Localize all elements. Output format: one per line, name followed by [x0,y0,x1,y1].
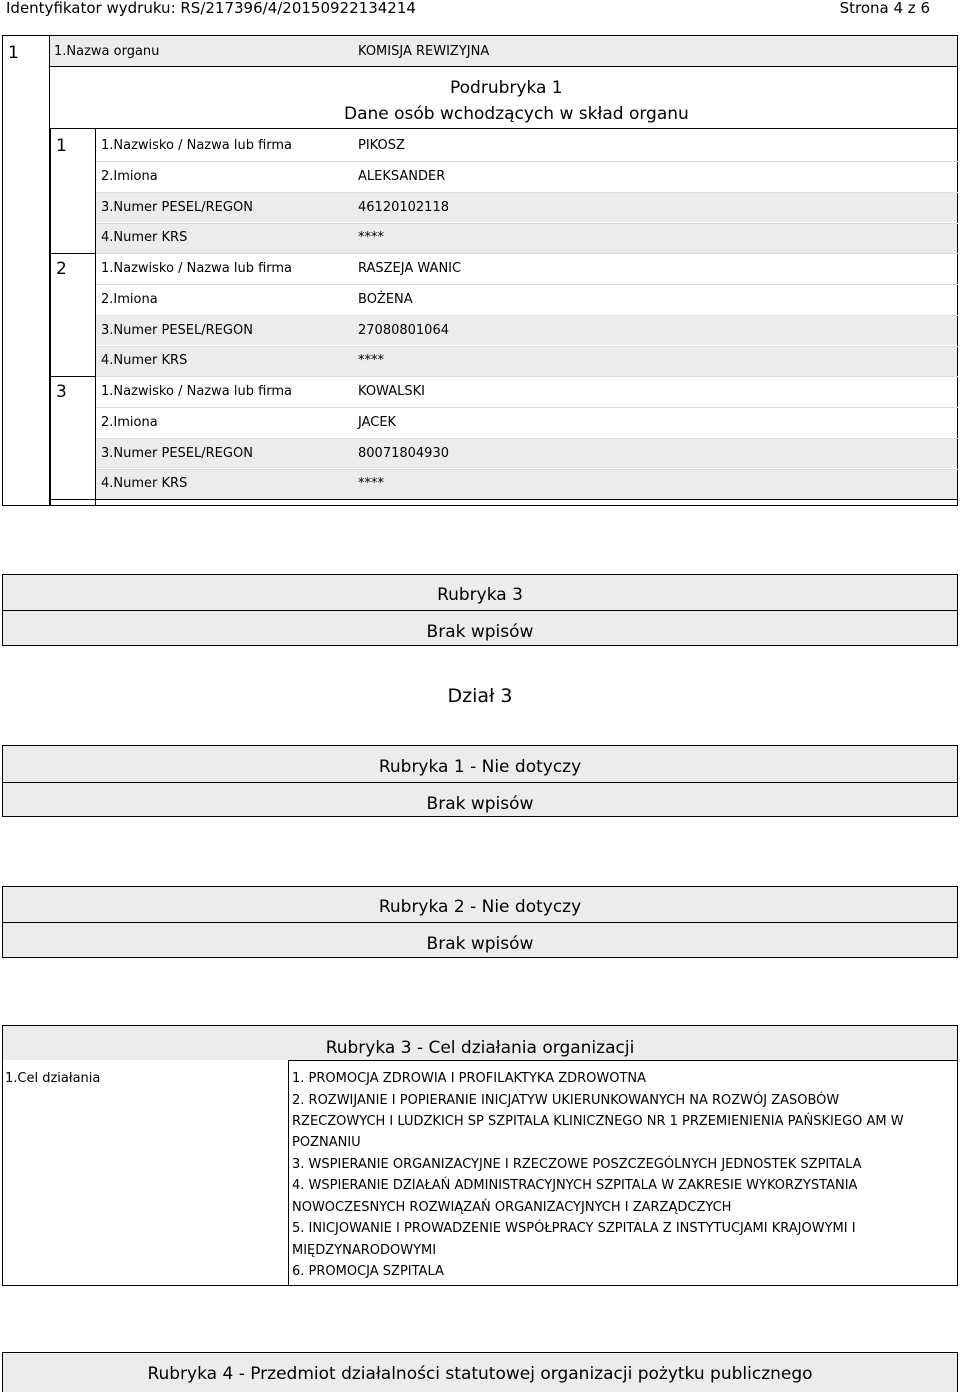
rubryka-4-title: Rubryka 4 - Przedmiot działalności statutowej organizacji pożytku publicznego [147,1364,813,1384]
dzial-3-title: Dział 3 [447,685,513,707]
person-number: 1 [56,136,67,156]
cel-line: NOWOCZESNYCH ROZWIĄZAŃ ORGANIZACYJNYCH I ZARZĄDCZYCH [292,1200,732,1215]
person-number: 3 [56,382,67,402]
pesel-value: 46120102118 [358,200,449,215]
pesel-value: 27080801064 [358,323,449,338]
cel-line: 4. WSPIERANIE DZIAŁAŃ ADMINISTRACYJNYCH SZPITALA W ZAKRESIE WYKORZYSTANIA [292,1178,858,1193]
surname-value: RASZEJA WANIC [358,261,462,276]
first-names-value: ALEKSANDER [358,169,446,184]
cel-line: 3. WSPIERANIE ORGANIZACYJNE I RZECZOWE POSZCZEGÓLNYCH JEDNOSTEK SZPITALA [292,1157,862,1172]
cel-line: 6. PROMOCJA SZPITALA [292,1264,444,1279]
cel-line: 1. PROMOCJA ZDROWIA I PROFILAKTYKA ZDROWOTNA [292,1071,647,1086]
rubryka-3-cel-box [2,1025,958,1286]
pesel-label: 3.Numer PESEL/REGON [101,200,253,215]
krs-value: **** [358,353,384,368]
cel-line: RZECZOWYCH I LUDZKICH SP SZPITALA KLINICZNEGO NR 1 PRZEMIENIENIA PAŃSKIEGO AM W [292,1114,904,1129]
print-identifier: Identyfikator wydruku: RS/217396/4/20150922134214 [6,0,416,17]
rubryka-3-title: Rubryka 3 [437,585,523,605]
cel-dzialania-label: 1.Cel działania [5,1071,101,1086]
surname-value: KOWALSKI [358,384,425,399]
surname-label: 1.Nazwisko / Nazwa lub firma [101,261,293,276]
surname-value: PIKOSZ [358,138,405,153]
section-number: 1 [8,43,19,63]
krs-value: **** [358,476,384,491]
first-names-label: 2.Imiona [101,292,158,307]
rubryka-2-empty: Brak wpisów [426,934,534,954]
first-names-label: 2.Imiona [101,169,158,184]
rubryka-3-empty: Brak wpisów [426,622,534,642]
rubryka-3-cel-title: Rubryka 3 - Cel działania organizacji [325,1038,635,1058]
organ-name-value: KOMISJA REWIZYJNA [358,44,490,59]
cel-line: POZNANIU [292,1135,361,1150]
cel-line: MIĘDZYNARODOWYMI [292,1243,437,1258]
surname-label: 1.Nazwisko / Nazwa lub firma [101,138,293,153]
subsection-subtitle: Dane osób wchodzących w skład organu [344,104,689,124]
pesel-label: 3.Numer PESEL/REGON [101,446,253,461]
person-number: 2 [56,259,67,279]
krs-label: 4.Numer KRS [101,353,188,368]
pesel-value: 80071804930 [358,446,449,461]
rubryka-1-empty: Brak wpisów [426,794,534,814]
pesel-label: 3.Numer PESEL/REGON [101,323,253,338]
page-number: Strona 4 z 6 [839,0,930,17]
krs-value: **** [358,230,384,245]
cel-line: 2. ROZWIJANIE I POPIERANIE INICJATYW UKIERUNKOWANYCH NA ROZWÓJ ZASOBÓW [292,1093,840,1108]
rubryka-1-title: Rubryka 1 - Nie dotyczy [378,757,582,777]
cel-line: 5. INICJOWANIE I PROWADZENIE WSPÓŁPRACY SZPITALA Z INSTYTUCJAMI KRAJOWYMI I [292,1221,856,1236]
surname-label: 1.Nazwisko / Nazwa lub firma [101,384,293,399]
first-names-label: 2.Imiona [101,415,158,430]
krs-label: 4.Numer KRS [101,230,188,245]
krs-label: 4.Numer KRS [101,476,188,491]
rubryka-2-title: Rubryka 2 - Nie dotyczy [378,897,582,917]
first-names-value: JACEK [358,415,397,430]
subsection-title: Podrubryka 1 [450,78,563,98]
first-names-value: BOŻENA [358,292,413,307]
organ-name-label: 1.Nazwa organu [54,44,160,59]
